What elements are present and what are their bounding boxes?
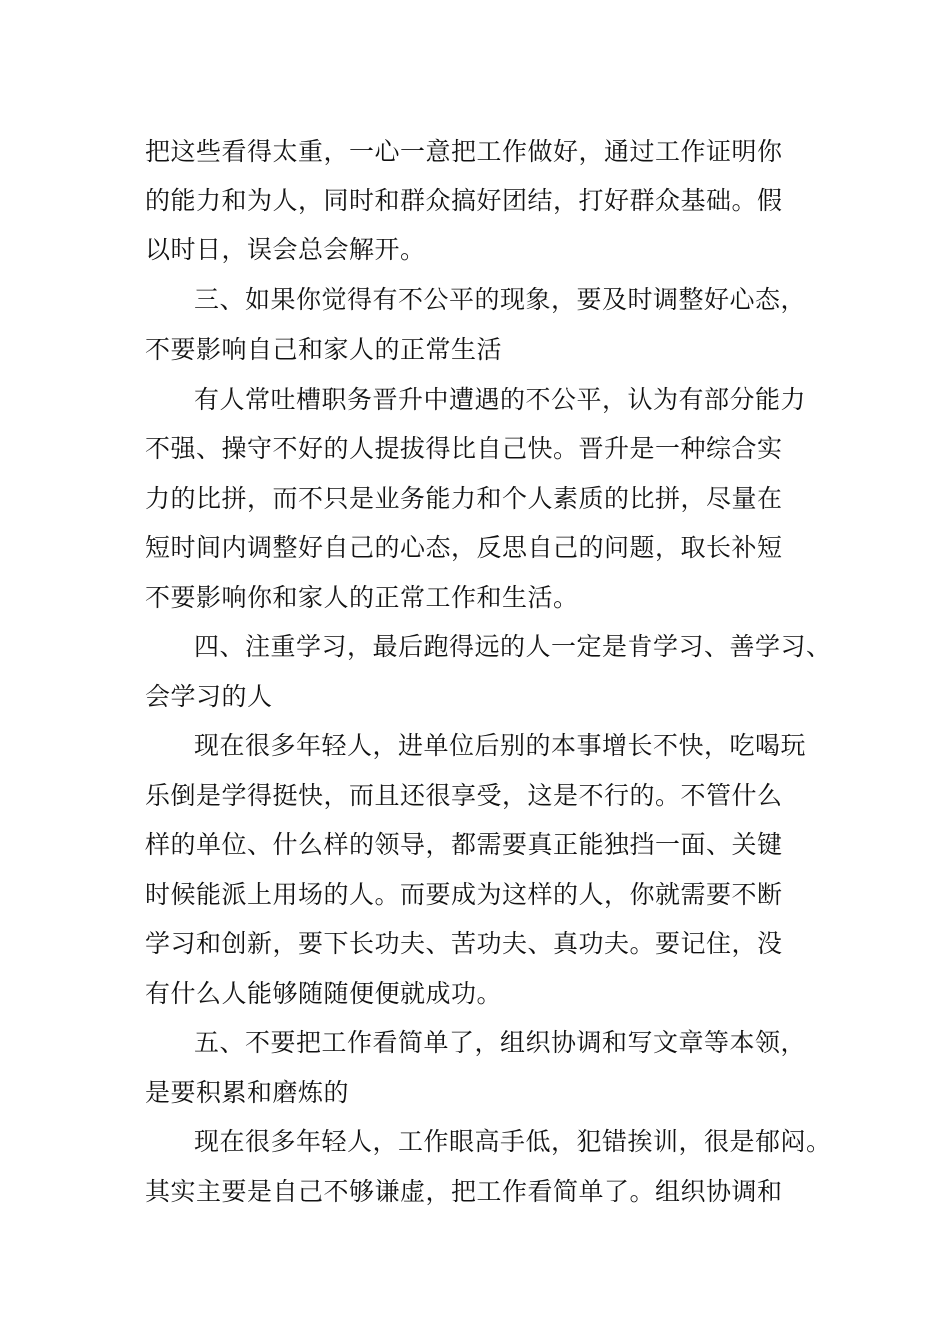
section-heading: 五、不要把工作看简单了，组织协调和写文章等本领，	[194, 1028, 807, 1057]
text-line: 不要影响你和家人的正常工作和生活。	[145, 583, 579, 612]
section-heading: 不要影响自己和家人的正常生活	[145, 335, 503, 364]
text-line: 有人常吐槽职务晋升中遭遇的不公平，认为有部分能力	[194, 385, 807, 414]
text-line: 不强、操守不好的人提拔得比自己快。晋升是一种综合实	[145, 434, 783, 463]
text-line: 乐倒是学得挺快，而且还很享受，这是不行的。不管什么	[145, 781, 783, 810]
text-line: 现在很多年轻人，进单位后别的本事增长不快，吃喝玩	[194, 731, 807, 760]
text-line: 时候能派上用场的人。而要成为这样的人，你就需要不断	[145, 880, 783, 909]
section-heading: 三、如果你觉得有不公平的现象，要及时调整好心态，	[194, 285, 807, 314]
text-line: 样的单位、什么样的领导，都需要真正能独挡一面、关键	[145, 830, 783, 859]
text-line: 短时间内调整好自己的心态，反思自己的问题，取长补短	[145, 533, 783, 562]
text-line: 有什么人能够随随便便就成功。	[145, 979, 503, 1008]
section-heading: 四、注重学习，最后跑得远的人一定是肯学习、善学习、	[194, 632, 832, 661]
text-line: 力的比拼，而不只是业务能力和个人素质的比拼，尽量在	[145, 484, 783, 513]
text-line: 学习和创新，要下长功夫、苦功夫、真功夫。要记住，没	[145, 929, 783, 958]
text-line: 的能力和为人，同时和群众搞好团结，打好群众基础。假	[145, 186, 783, 215]
text-line: 其实主要是自己不够谦虚，把工作看简单了。组织协调和	[145, 1177, 783, 1206]
section-heading: 是要积累和磨炼的	[145, 1078, 350, 1107]
section-heading: 会学习的人	[145, 682, 273, 711]
text-line: 以时日，误会总会解开。	[145, 235, 426, 264]
text-line: 现在很多年轻人，工作眼高手低，犯错挨训，很是郁闷。	[194, 1127, 832, 1156]
text-line: 把这些看得太重，一心一意把工作做好，通过工作证明你	[145, 137, 783, 166]
